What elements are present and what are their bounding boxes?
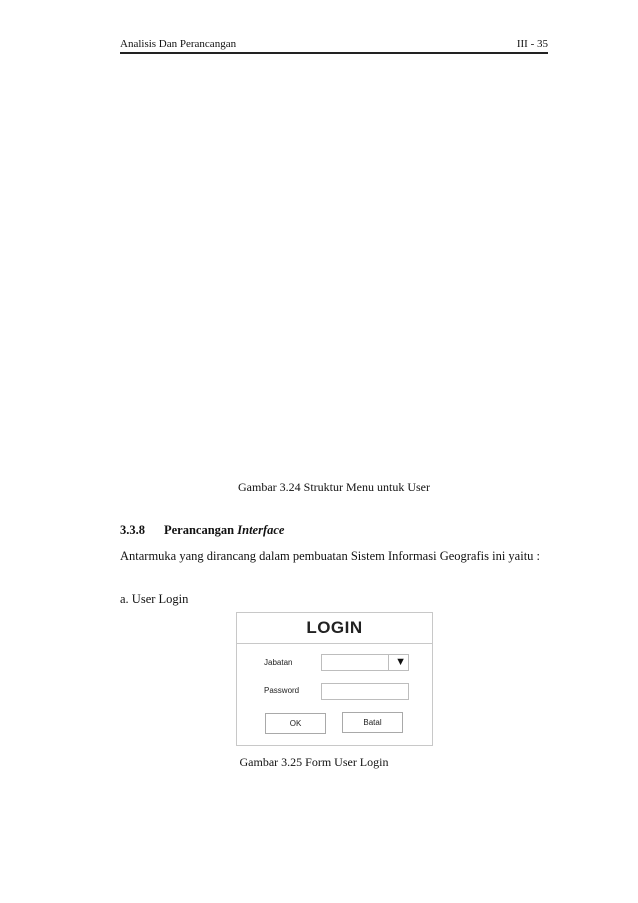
section-title: Perancangan	[164, 523, 238, 537]
chevron-down-icon[interactable]: ▼	[395, 656, 406, 668]
list-item-user-login: a. User Login	[120, 592, 189, 606]
jabatan-select[interactable]	[321, 654, 409, 671]
password-input[interactable]	[321, 683, 409, 700]
password-label: Password	[264, 686, 300, 695]
figure-caption-login-form: Gambar 3.25 Form User Login	[239, 755, 389, 769]
ok-button[interactable]: OK	[265, 713, 326, 734]
header-rule	[120, 52, 548, 54]
running-header-title: Analisis Dan Perancangan	[120, 38, 237, 50]
login-form	[236, 612, 433, 746]
section-heading	[120, 523, 284, 538]
section-number: 3.3.8	[120, 523, 145, 537]
section-title-italic: Interface	[237, 523, 285, 537]
body-paragraph: Antarmuka yang dirancang dalam pembuatan Sistem Informasi Geografis ini yaitu :	[120, 549, 541, 563]
select-divider	[388, 655, 389, 670]
login-title: LOGIN	[237, 613, 432, 644]
jabatan-label: Jabatan	[264, 658, 293, 667]
batal-button[interactable]: Batal	[342, 712, 403, 733]
page-number: III - 35	[516, 38, 548, 50]
figure-caption-menu-structure: Gambar 3.24 Struktur Menu untuk User	[238, 480, 430, 494]
